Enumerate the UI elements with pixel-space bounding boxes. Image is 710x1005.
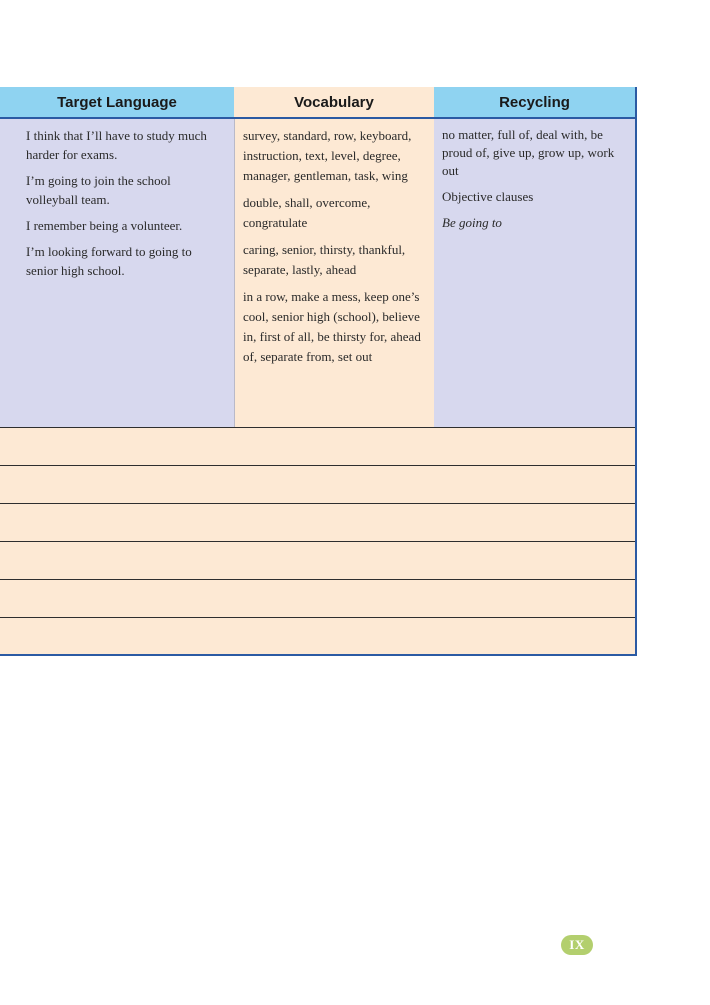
recycling-cell (434, 119, 635, 427)
vocabulary-item: caring, senior, thirsty, thankful, separate, lastly, ahead (243, 242, 406, 277)
target-language-item: I think that I’ll have to study much harder for exams. (26, 128, 207, 162)
vocabulary-item: survey, standard, row, keyboard, instruction, text, level, degree, manager, gentleman, task, wing (243, 128, 412, 183)
empty-row (0, 428, 635, 465)
recycling-item: Objective clauses (442, 189, 534, 204)
target-language-item: I remember being a volunteer. (26, 218, 183, 233)
vocabulary-cell (234, 119, 434, 427)
recycling-item: no matter, full of, deal with, be proud of, give up, grow up, work out (442, 127, 615, 178)
syllabus-table (0, 87, 637, 656)
target-language-item: I’m looking forward to going to senior high school. (26, 244, 192, 278)
empty-row (0, 504, 635, 541)
vocabulary-item: in a row, make a mess, keep one’s cool, senior high (school), believe in, first of all, be thirsty for, ahead of, separate from, set out (243, 289, 421, 364)
header-vocabulary: Vocabulary (234, 87, 434, 117)
empty-row (0, 466, 635, 503)
empty-row (0, 618, 635, 654)
empty-row (0, 580, 635, 617)
vocabulary-item: double, shall, overcome, congratulate (243, 195, 371, 230)
page-number-badge: IX (561, 935, 593, 955)
empty-row (0, 542, 635, 579)
recycling-item: Be going to (442, 215, 502, 230)
header-target-language: Target Language (0, 87, 234, 117)
target-language-item: I’m going to join the school volleyball team. (26, 173, 171, 207)
target-language-cell (0, 119, 234, 427)
table-header-row (0, 87, 635, 117)
header-recycling: Recycling (434, 87, 635, 117)
